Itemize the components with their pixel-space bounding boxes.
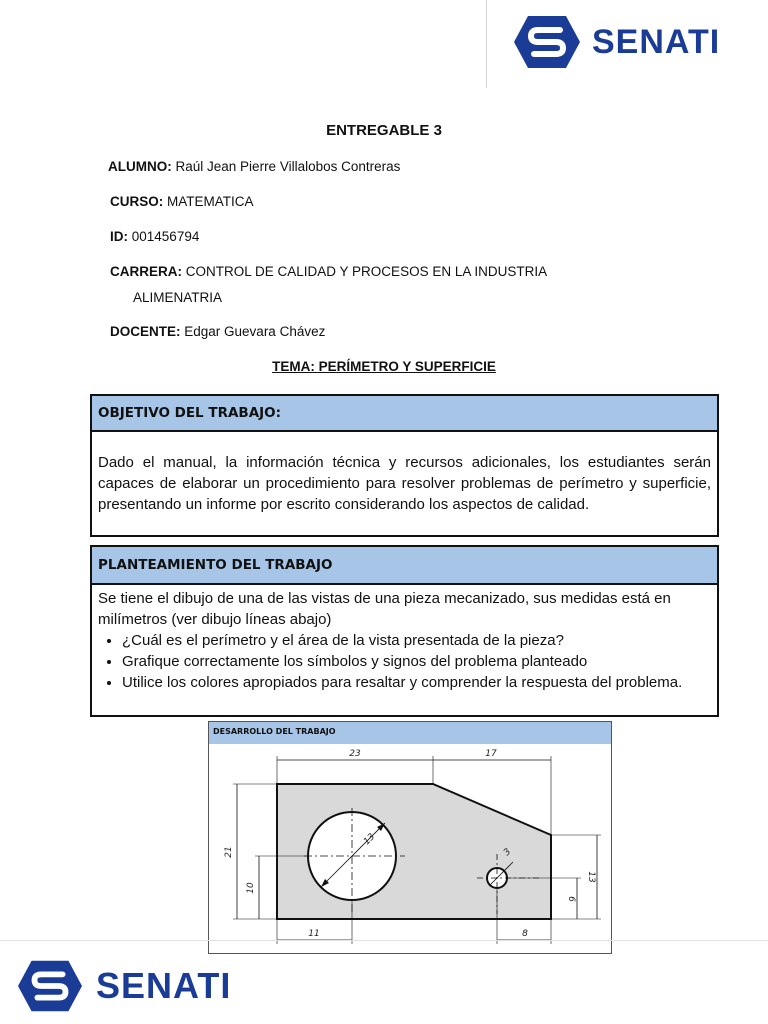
technical-drawing [209, 744, 611, 954]
field-alumno [108, 159, 400, 174]
brand-name: SENATI [592, 22, 721, 61]
objetivo-box [90, 394, 719, 537]
field-label: CURSO: [110, 194, 164, 209]
field-value: Raúl Jean Pierre Villalobos Contreras [175, 159, 401, 174]
senati-logo-footer [18, 958, 231, 1014]
objetivo-heading: OBJETIVO DEL TRABAJO: [92, 396, 717, 432]
planteamiento-box [90, 545, 719, 717]
dim-right-small: 6 [566, 896, 576, 902]
field-label: DOCENTE: [110, 324, 181, 339]
footer-divider [0, 940, 768, 941]
dim-small-diameter: 3 [502, 846, 514, 859]
senati-emblem-icon [18, 958, 82, 1014]
field-value: Edgar Guevara Chávez [184, 324, 326, 339]
field-carrera-line2: ALIMENATRIA [133, 290, 223, 305]
desarrollo-heading: DESARROLLO DEL TRABAJO [209, 722, 611, 744]
field-value: CONTROL DE CALIDAD Y PROCESOS EN LA INDUSTRIA [185, 264, 548, 279]
list-item: • Utilice los colores apropiados para resaltar y comprender la respuesta del problema. [122, 672, 711, 693]
dim-left-center: 10 [246, 882, 256, 894]
planteamiento-heading: PLANTEAMIENTO DEL TRABAJO [92, 547, 717, 585]
dim-left-total: 21 [224, 846, 234, 858]
dim-right-height: 13 [586, 871, 596, 883]
field-docente [110, 324, 325, 339]
desarrollo-frame [208, 721, 612, 954]
field-value: 001456794 [131, 229, 200, 244]
senati-logo-header [514, 14, 720, 70]
tema-heading: TEMA: PERÍMETRO Y SUPERFICIE [272, 359, 496, 374]
senati-emblem-icon [514, 14, 580, 70]
planteamiento-body [92, 585, 717, 697]
brand-name: SENATI [96, 965, 232, 1006]
field-id [110, 229, 199, 244]
objetivo-body: Dado el manual, la información técnica y recursos adicionales, los estudiantes serán capaces de elaborar un procedimiento para resolver problemas de perímetro y superficie, presentando un informe por escrito considerando los aspectos de calidad. [98, 454, 711, 513]
field-carrera [110, 264, 547, 279]
list-item: • ¿Cuál es el perímetro y el área de la vista presentada de la pieza? [122, 630, 711, 651]
dim-large-diameter: 13 [362, 831, 378, 848]
field-label: ID: [110, 229, 128, 244]
planteamiento-list [98, 630, 711, 693]
field-value: MATEMATICA [167, 194, 254, 209]
field-curso [110, 194, 254, 209]
field-label: ALUMNO: [108, 159, 172, 174]
header-divider [486, 0, 487, 88]
document-title: ENTREGABLE 3 [326, 122, 442, 139]
list-item: • Grafique correctamente los símbolos y signos del problema planteado [122, 651, 711, 672]
dim-bottom-right: 8 [522, 929, 528, 939]
dim-bottom-left: 11 [308, 929, 320, 939]
planteamiento-intro: Se tiene el dibujo de una de las vistas de una pieza mecanizado, sus medidas está en milímetros (ver dibujo líneas abajo) [98, 590, 671, 628]
field-label: CARRERA: [110, 264, 182, 279]
dim-top-left: 23 [349, 749, 361, 759]
dim-top-right: 17 [485, 749, 497, 759]
